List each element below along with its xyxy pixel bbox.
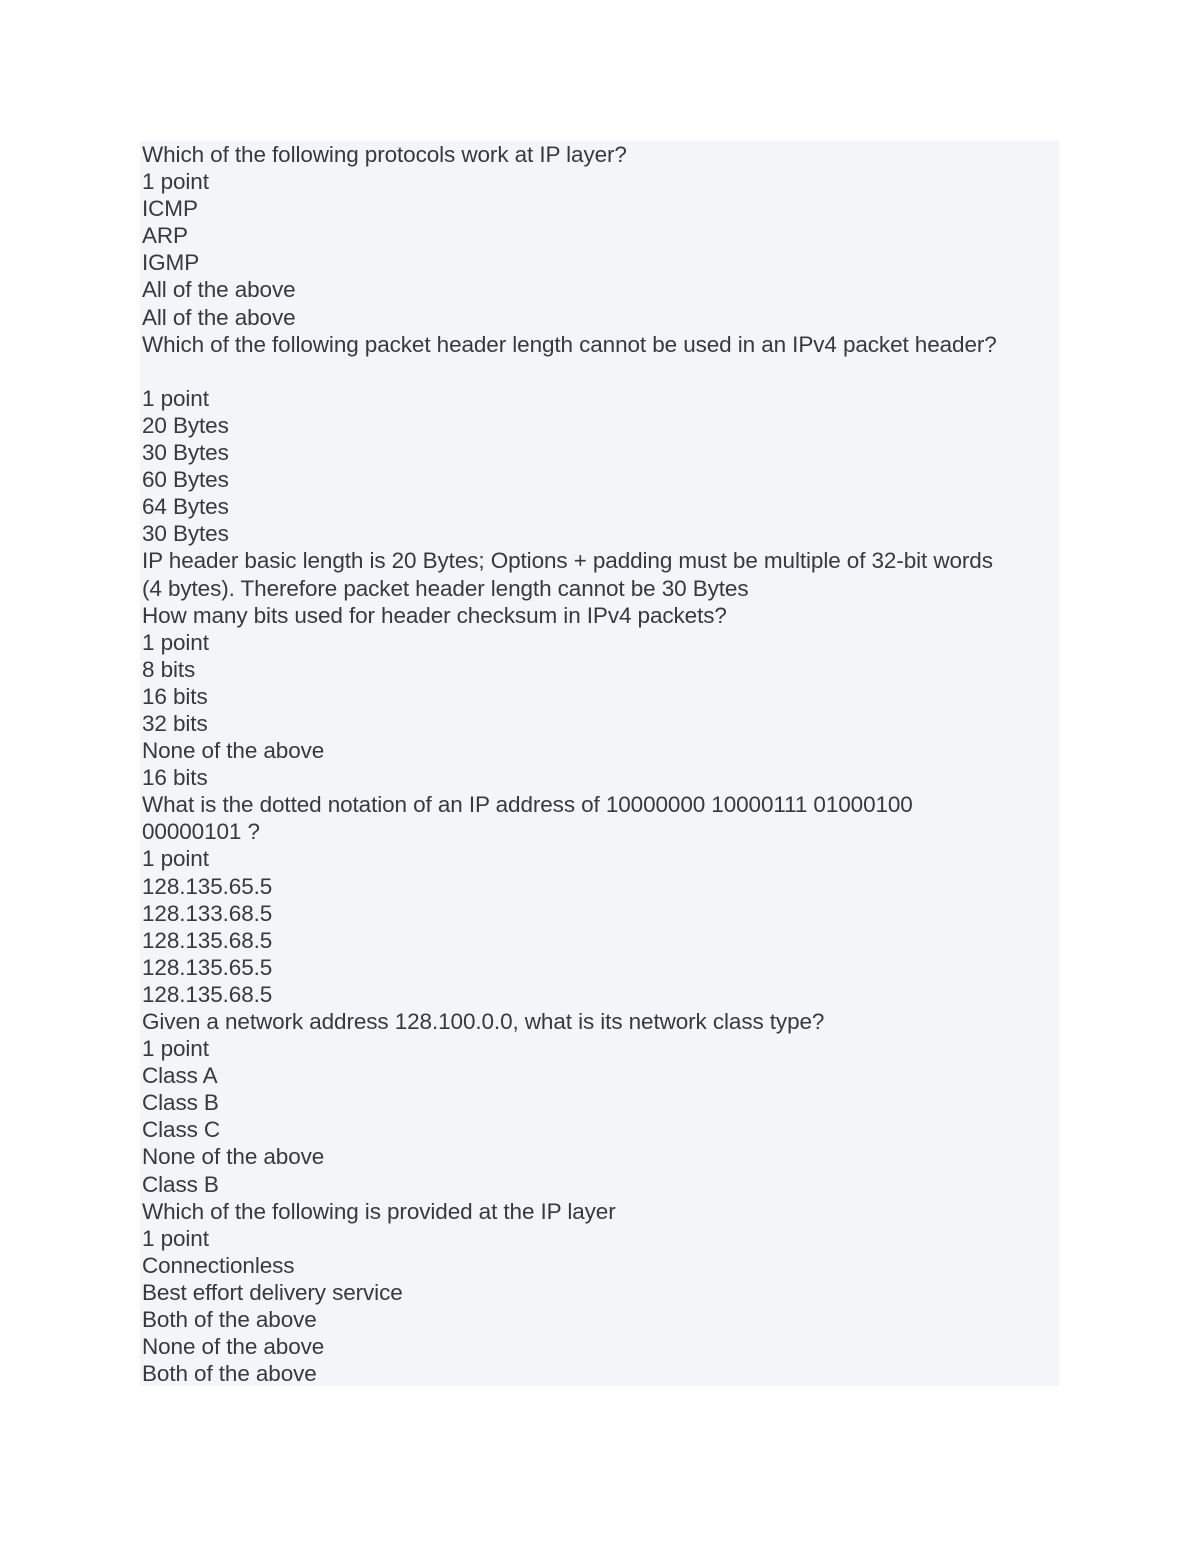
question-4-points: 1 point bbox=[142, 846, 209, 872]
question-1-option-d: All of the above bbox=[142, 277, 296, 303]
question-4-text-line-2: 00000101 ? bbox=[142, 819, 260, 845]
question-5-option-d: None of the above bbox=[142, 1144, 325, 1170]
question-6-answer: Both of the above bbox=[142, 1361, 317, 1387]
question-1-points: 1 point bbox=[142, 169, 209, 195]
question-4-answer: 128.135.68.5 bbox=[142, 981, 273, 1007]
question-3-option-b: 16 bits bbox=[142, 683, 208, 709]
question-1-answer: All of the above bbox=[142, 304, 296, 330]
question-6-points: 1 point bbox=[142, 1225, 209, 1251]
question-6-option-d: None of the above bbox=[142, 1334, 325, 1360]
question-5-points: 1 point bbox=[142, 1036, 209, 1062]
question-6-option-c: Both of the above bbox=[142, 1307, 317, 1333]
question-3-answer: 16 bits bbox=[142, 765, 208, 791]
question-4-option-c: 128.135.68.5 bbox=[142, 927, 273, 953]
question-3-option-d: None of the above bbox=[142, 738, 325, 764]
question-2-option-a: 20 Bytes bbox=[142, 412, 229, 438]
question-2-explanation-line-2: (4 bytes). Therefore packet header length cannot be 30 Bytes bbox=[142, 575, 749, 601]
question-4-option-a: 128.135.65.5 bbox=[142, 873, 273, 899]
question-3-option-c: 32 bits bbox=[142, 710, 208, 736]
question-5-option-a: Class A bbox=[142, 1063, 218, 1089]
question-2-option-d: 64 Bytes bbox=[142, 494, 229, 520]
quiz-text-block bbox=[140, 141, 1059, 1386]
question-1-option-c: IGMP bbox=[142, 250, 200, 276]
question-3-option-a: 8 bits bbox=[142, 656, 196, 682]
question-6-option-b: Best effort delivery service bbox=[142, 1279, 403, 1305]
question-1-option-b: ARP bbox=[142, 223, 188, 249]
question-4-option-b: 128.133.68.5 bbox=[142, 900, 273, 926]
blank-line bbox=[142, 358, 1059, 385]
question-2-answer: 30 Bytes bbox=[142, 521, 229, 547]
question-3-points: 1 point bbox=[142, 629, 209, 655]
question-2-option-b: 30 Bytes bbox=[142, 440, 229, 466]
question-5-text: Given a network address 128.100.0.0, what is its network class type? bbox=[142, 1009, 825, 1034]
question-5-option-b: Class B bbox=[142, 1090, 219, 1116]
question-4-option-d: 128.135.65.5 bbox=[142, 954, 273, 980]
question-4-text-line-1: What is the dotted notation of an IP address of 10000000 10000111 01000100 bbox=[142, 792, 913, 818]
question-2-explanation-line-1: IP header basic length is 20 Bytes; Options + padding must be multiple of 32-bit words bbox=[142, 548, 993, 574]
question-2-option-c: 60 Bytes bbox=[142, 467, 229, 493]
question-2-text: Which of the following packet header length cannot be used in an IPv4 packet header? bbox=[142, 331, 997, 357]
question-6-option-a: Connectionless bbox=[142, 1252, 295, 1278]
question-6-text: Which of the following is provided at the IP layer bbox=[142, 1198, 616, 1224]
question-1-text: Which of the following protocols work at IP layer? bbox=[142, 142, 627, 167]
question-2-points: 1 point bbox=[142, 385, 209, 411]
question-5-option-c: Class C bbox=[142, 1117, 221, 1143]
question-5-answer: Class B bbox=[142, 1171, 219, 1197]
question-3-text: How many bits used for header checksum in IPv4 packets? bbox=[142, 602, 727, 628]
question-1-option-a: ICMP bbox=[142, 196, 198, 222]
